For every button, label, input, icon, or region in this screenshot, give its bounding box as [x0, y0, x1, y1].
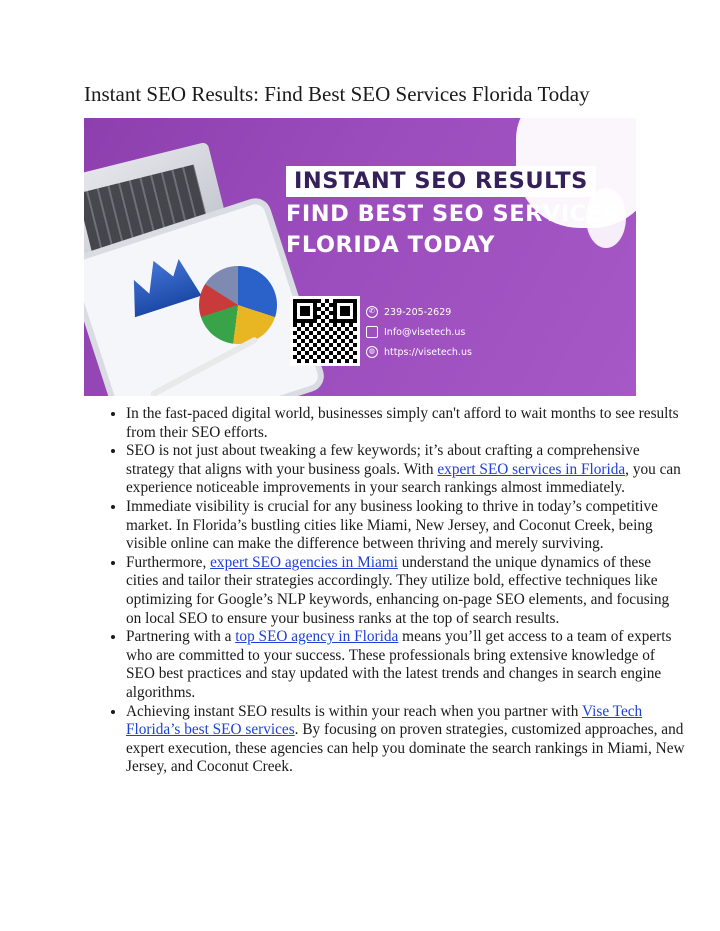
- contact-email: Info@visetech.us: [384, 326, 466, 338]
- banner-headline-line: FIND BEST SEO SERVICES: [286, 201, 620, 227]
- body-text: In the fast-paced digital world, businesses simply can't afford to wait months to see results from their SEO efforts.: [126, 405, 679, 441]
- banner-headline: [286, 166, 619, 261]
- mail-icon: [366, 326, 378, 338]
- list-item: [126, 442, 686, 498]
- body-text: Immediate visibility is crucial for any business looking to thrive in today’s competitive market. In Florida’s bustling cities like Miami, New Jersey, and Coconut Creek, being visible online can make the difference between thriving and merely surviving.: [126, 497, 658, 553]
- body-text: , you can experience noticeable improvements in your search rankings almost immediately.: [126, 460, 681, 497]
- body-text: Partnering with a: [126, 628, 236, 646]
- inline-link[interactable]: expert SEO services in Florida: [437, 460, 626, 478]
- body-text: SEO is not just about tweaking a few keywords; it’s about crafting a comprehensive strategy that aligns with your business goals. With: [126, 442, 640, 478]
- banner-contacts: [366, 302, 472, 362]
- inline-link[interactable]: top SEO agency in Florida: [235, 628, 399, 646]
- contact-website: https://visetech.us: [384, 346, 472, 358]
- list-item: [126, 703, 686, 777]
- contact-phone-row: [366, 302, 472, 322]
- body-text: Achieving instant SEO results is within your reach when you partner with: [126, 702, 582, 720]
- inline-link[interactable]: expert SEO agencies in Miami: [210, 553, 398, 571]
- body-text: Furthermore,: [126, 553, 211, 571]
- body-text: . By focusing on proven strategies, customized approaches, and expert execution, these agencies can help you dominate the search rankings in Miami, New Jersey, and Coconut Creek.: [126, 721, 685, 776]
- banner-headline-line: INSTANT SEO RESULTS: [286, 166, 596, 197]
- bullet-list: [84, 405, 686, 777]
- globe-icon: ◍: [366, 346, 378, 358]
- page-title: Instant SEO Results: Find Best SEO Services Florida Today: [84, 82, 590, 106]
- phone-icon: ✆: [366, 306, 378, 318]
- body-text: means you’ll get access to a team of experts who are committed to your success. These professionals bring extensive knowledge of SEO best practices and stay updated with the latest trends and changes in search engine algorithms.: [126, 628, 672, 701]
- list-item: [126, 498, 686, 554]
- body-text: understand the unique dynamics of these cities and tailor their strategies accordingly. They utilize bold, effective techniques like optimizing for Google’s NLP keywords, enhancing on-page SEO elements, and focusing on local SEO to ensure your business ranks at the top of search results.: [126, 553, 670, 627]
- inline-link[interactable]: Vise Tech Florida’s best SEO services: [126, 702, 643, 739]
- qr-code-icon: [290, 296, 360, 366]
- hero-banner-image: [84, 118, 636, 396]
- contact-email-row: [366, 322, 472, 342]
- list-item: [126, 405, 686, 442]
- pie-chart-illustration: [199, 266, 277, 344]
- contact-website-row: [366, 342, 472, 362]
- contact-phone: 239-205-2629: [384, 306, 452, 318]
- list-item: [126, 554, 686, 628]
- list-item: [126, 628, 686, 702]
- banner-headline-line: FLORIDA TODAY: [286, 232, 495, 258]
